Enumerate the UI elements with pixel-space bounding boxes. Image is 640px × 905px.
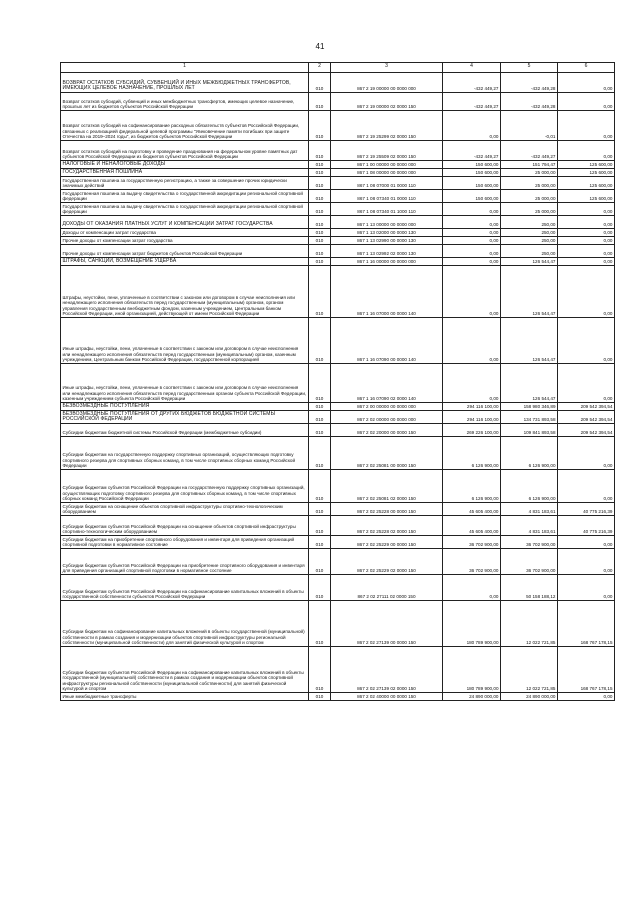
column-header-2: 2 <box>309 63 331 73</box>
row-code-cell: 010 <box>309 237 331 245</box>
row-code-cell: 010 <box>309 647 331 693</box>
row-kbk-cell: 867 2 02 25228 00 0000 150 <box>331 503 443 516</box>
row-name-cell: Субсидии бюджетам субъектов Российской Федерации на государственную поддержку спортивных организаций, осуществляющих подготовку спортивного резерва для спортивных сборных команд, в том числе спортивных сборных команд Российской Федерации <box>61 470 309 503</box>
row-name-cell: БЕЗВОЗМЕЗДНЫЕ ПОСТУПЛЕНИЯ <box>61 403 309 411</box>
row-kbk-cell: 867 2 02 20000 00 0000 150 <box>331 424 443 437</box>
row-unexecuted-cell: 125 600,00 <box>558 190 615 203</box>
table-row <box>61 258 615 266</box>
row-approved-cell: 0,00 <box>443 216 501 229</box>
row-unexecuted-cell: 0,00 <box>558 93 615 111</box>
row-approved-cell: 0,00 <box>443 111 501 141</box>
row-code-cell: 010 <box>309 364 331 403</box>
row-name-cell: ДОХОДЫ ОТ ОКАЗАНИЯ ПЛАТНЫХ УСЛУГ И КОМПЕНСАЦИИ ЗАТРАТ ГОСУДАРСТВА <box>61 216 309 229</box>
row-executed-cell: 4 831 183,61 <box>501 516 558 536</box>
row-approved-cell: -432 449,27 <box>443 73 501 93</box>
row-name-cell: Субсидии бюджетам на государственную поддержку спортивных организаций, осуществляющих подготовку спортивного резерва для спортивных сборных команд, в том числе спортивных сборных команд Российской Федерации <box>61 437 309 470</box>
row-unexecuted-cell: 0,00 <box>558 73 615 93</box>
row-kbk-cell: 867 2 02 27111 02 0000 150 <box>331 575 443 601</box>
row-code-cell: 010 <box>309 161 331 169</box>
row-executed-cell: 36 702 900,00 <box>501 549 558 575</box>
table-row <box>61 229 615 237</box>
row-approved-cell: 0,00 <box>443 237 501 245</box>
table-row <box>61 237 615 245</box>
row-unexecuted-cell: 40 775 216,39 <box>558 503 615 516</box>
row-executed-cell: 25 000,00 <box>501 203 558 216</box>
row-code-cell: 010 <box>309 73 331 93</box>
row-unexecuted-cell: 0,00 <box>558 575 615 601</box>
row-executed-cell: 134 731 893,58 <box>501 411 558 424</box>
row-kbk-cell: 867 2 00 00000 00 0000 000 <box>331 403 443 411</box>
row-code-cell: 010 <box>309 266 331 318</box>
row-code-cell: 010 <box>309 503 331 516</box>
row-kbk-cell: 867 1 16 07090 02 0000 140 <box>331 364 443 403</box>
row-code-cell: 010 <box>309 318 331 364</box>
row-name-cell: Государственная пошлина за выдачу свидетельства о государственной аккредитации региональной спортивной федерации <box>61 190 309 203</box>
row-name-cell: Субсидии бюджетам субъектов Российской Федерации на приобретение спортивного оборудования и инвентаря для приведения организаций спортивной подготовки в нормативное состояние <box>61 549 309 575</box>
row-executed-cell: 6 126 900,00 <box>501 470 558 503</box>
row-name-cell: Возврат остатков субсидий на софинансирование расходных обязательств субъектов Российской Федерации, связанных с реализацией федеральной целевой программы "Увековечение памяти погибших при защите Отечества на 2019–2024 годы", из бюджетов субъектов Российской Федерации <box>61 111 309 141</box>
row-kbk-cell: 867 2 02 25229 02 0000 150 <box>331 549 443 575</box>
row-unexecuted-cell: 0,00 <box>558 258 615 266</box>
table-row <box>61 111 615 141</box>
row-name-cell: Государственная пошлина за государственную регистрацию, а также за совершение прочих юридически значимых действий <box>61 177 309 190</box>
table-row <box>61 647 615 693</box>
row-unexecuted-cell: 0,00 <box>558 245 615 258</box>
row-name-cell: Иные межбюджетные трансферты <box>61 693 309 701</box>
row-unexecuted-cell: 168 767 178,15 <box>558 601 615 647</box>
row-name-cell: Субсидии бюджетам бюджетной системы Российской Федерации (межбюджетные субсидии) <box>61 424 309 437</box>
row-code-cell: 010 <box>309 575 331 601</box>
row-executed-cell: 250,00 <box>501 237 558 245</box>
table-row <box>61 364 615 403</box>
row-kbk-cell: 867 2 19 00000 00 0000 000 <box>331 73 443 93</box>
row-kbk-cell: 867 1 08 07000 01 0000 110 <box>331 177 443 190</box>
row-executed-cell: 25 000,00 <box>501 169 558 177</box>
row-executed-cell: 126 544,47 <box>501 266 558 318</box>
row-approved-cell: -432 449,27 <box>443 141 501 161</box>
table-row <box>61 411 615 424</box>
table-row <box>61 141 615 161</box>
row-executed-cell: 6 126 900,00 <box>501 437 558 470</box>
row-name-cell: ГОСУДАРСТВЕННАЯ ПОШЛИНА <box>61 169 309 177</box>
table-row <box>61 424 615 437</box>
row-approved-cell: 0,00 <box>443 245 501 258</box>
row-approved-cell: 150 600,00 <box>443 169 501 177</box>
row-name-cell: Государственная пошлина за выдачу свидетельства о государственной аккредитации региональной спортивной федерации <box>61 203 309 216</box>
row-executed-cell: 158 980 346,89 <box>501 403 558 411</box>
row-name-cell: ШТРАФЫ, САНКЦИИ, ВОЗМЕЩЕНИЕ УЩЕРБА <box>61 258 309 266</box>
row-kbk-cell: 867 2 02 25228 02 0000 150 <box>331 516 443 536</box>
row-name-cell: ВОЗВРАТ ОСТАТКОВ СУБСИДИЙ, СУБВЕНЦИЙ И ИНЫХ МЕЖБЮДЖЕТНЫХ ТРАНСФЕРТОВ, ИМЕЮЩИХ ЦЕЛЕВОЕ НАЗНАЧЕНИЕ, ПРОШЛЫХ ЛЕТ <box>61 73 309 93</box>
row-unexecuted-cell: 0,00 <box>558 693 615 701</box>
row-kbk-cell: 867 1 16 00000 00 0000 000 <box>331 258 443 266</box>
row-approved-cell: 36 702 900,00 <box>443 536 501 549</box>
row-approved-cell: 6 126 900,00 <box>443 437 501 470</box>
row-name-cell: Иные штрафы, неустойки, пени, уплаченные в соответствии с законом или договором в случае неисполнения или ненадлежащего исполнения обязательств перед государственным органом субъекта Российской Федерации, казенным учреждением субъекта Российской Федерации <box>61 364 309 403</box>
table-row <box>61 177 615 190</box>
row-executed-cell: 36 702 900,00 <box>501 536 558 549</box>
row-executed-cell: 109 841 893,58 <box>501 424 558 437</box>
row-approved-cell: 294 116 100,00 <box>443 403 501 411</box>
row-unexecuted-cell: 0,00 <box>558 437 615 470</box>
table-row <box>61 216 615 229</box>
table-row <box>61 203 615 216</box>
row-kbk-cell: 867 2 02 27139 00 0000 150 <box>331 601 443 647</box>
row-kbk-cell: 867 1 13 02990 00 0000 130 <box>331 237 443 245</box>
row-code-cell: 010 <box>309 411 331 424</box>
column-header-6: 6 <box>558 63 615 73</box>
row-approved-cell: 0,00 <box>443 364 501 403</box>
row-executed-cell: 151 794,47 <box>501 161 558 169</box>
table-row <box>61 503 615 516</box>
row-kbk-cell: 867 1 13 02992 02 0000 130 <box>331 245 443 258</box>
row-code-cell: 010 <box>309 258 331 266</box>
table-row <box>61 266 615 318</box>
row-executed-cell: -0,01 <box>501 111 558 141</box>
row-kbk-cell: 867 1 08 07340 01 0000 110 <box>331 190 443 203</box>
row-unexecuted-cell: 0,00 <box>558 203 615 216</box>
row-kbk-cell: 867 2 02 25081 02 0000 150 <box>331 470 443 503</box>
row-approved-cell: 0,00 <box>443 318 501 364</box>
row-name-cell: Субсидии бюджетам на софинансирование капитальных вложений в объекты государственной (муниципальной) собственности в рамках создания и модернизации объектов спортивной инфраструктуры региональной собственности (муниципальной собственности) для занятий физической культурой и спортом <box>61 601 309 647</box>
row-code-cell: 010 <box>309 111 331 141</box>
row-code-cell: 010 <box>309 693 331 701</box>
column-header-3: 3 <box>331 63 443 73</box>
row-unexecuted-cell: 0,00 <box>558 141 615 161</box>
row-executed-cell: -432 449,28 <box>501 73 558 93</box>
row-unexecuted-cell: 40 775 216,39 <box>558 516 615 536</box>
row-name-cell: Прочие доходы от компенсации затрат бюджетов субъектов Российской Федерации <box>61 245 309 258</box>
row-name-cell: Возврат остатков субсидий, субвенций и иных межбюджетных трансфертов, имеющих целевое назначение, прошлых лет из бюджетов субъектов Российской Федерации <box>61 93 309 111</box>
row-unexecuted-cell: 0,00 <box>558 216 615 229</box>
row-executed-cell: 126 544,47 <box>501 318 558 364</box>
row-approved-cell: 45 605 400,00 <box>443 503 501 516</box>
row-executed-cell: 4 831 183,61 <box>501 503 558 516</box>
row-unexecuted-cell: 0,00 <box>558 111 615 141</box>
row-unexecuted-cell: 0,00 <box>558 364 615 403</box>
row-executed-cell: -432 449,28 <box>501 93 558 111</box>
table-row <box>61 437 615 470</box>
row-approved-cell: 269 226 100,00 <box>443 424 501 437</box>
table-row <box>61 693 615 701</box>
row-approved-cell: 6 126 900,00 <box>443 470 501 503</box>
row-name-cell: Возврат остатков субсидий на подготовку и проведение празднования на федеральном уровне памятных дат субъектов Российской Федерации из бюджетов субъектов Российской Федерации <box>61 141 309 161</box>
table-row <box>61 536 615 549</box>
row-kbk-cell: 867 1 16 07090 00 0000 140 <box>331 318 443 364</box>
row-approved-cell: -432 449,27 <box>443 93 501 111</box>
row-code-cell: 010 <box>309 470 331 503</box>
row-approved-cell: 45 605 400,00 <box>443 516 501 536</box>
row-name-cell: НАЛОГОВЫЕ И НЕНАЛОГОВЫЕ ДОХОДЫ <box>61 161 309 169</box>
budget-execution-table <box>60 62 615 701</box>
table-row <box>61 318 615 364</box>
row-executed-cell: 12 022 721,85 <box>501 647 558 693</box>
row-unexecuted-cell: 125 600,00 <box>558 161 615 169</box>
row-kbk-cell: 867 2 02 25229 00 0000 150 <box>331 536 443 549</box>
row-executed-cell: -432 449,27 <box>501 141 558 161</box>
row-kbk-cell: 867 1 08 07340 01 1000 110 <box>331 203 443 216</box>
row-executed-cell: 250,00 <box>501 216 558 229</box>
table-body <box>61 73 615 701</box>
row-code-cell: 010 <box>309 169 331 177</box>
table-row <box>61 575 615 601</box>
row-name-cell: Прочие доходы от компенсации затрат государства <box>61 237 309 245</box>
row-kbk-cell: 867 2 02 27139 02 0000 150 <box>331 647 443 693</box>
row-unexecuted-cell: 0,00 <box>558 229 615 237</box>
table-row <box>61 169 615 177</box>
table-row <box>61 549 615 575</box>
row-code-cell: 010 <box>309 203 331 216</box>
row-kbk-cell: 867 1 16 07000 00 0000 140 <box>331 266 443 318</box>
row-code-cell: 010 <box>309 93 331 111</box>
row-code-cell: 010 <box>309 190 331 203</box>
row-executed-cell: 25 000,00 <box>501 177 558 190</box>
row-executed-cell: 126 544,47 <box>501 258 558 266</box>
row-name-cell: Субсидии бюджетам субъектов Российской Федерации на софинансирование капитальных вложений в объекты государственной (муниципальной) собственности в рамках создания и модернизации объектов спортивной инфраструктуры региональной собственности (муниципальной собственности) для занятий физической культурой и спортом <box>61 647 309 693</box>
row-unexecuted-cell: 0,00 <box>558 470 615 503</box>
row-kbk-cell: 867 1 08 00000 00 0000 000 <box>331 169 443 177</box>
row-approved-cell: 0,00 <box>443 258 501 266</box>
table-row <box>61 73 615 93</box>
row-unexecuted-cell: 209 542 394,54 <box>558 411 615 424</box>
row-unexecuted-cell: 0,00 <box>558 318 615 364</box>
row-name-cell: Штрафы, неустойки, пени, уплаченные в соответствии с законом или договором в случае неисполнения или ненадлежащего исполнения обязательств перед государственным (муниципальным) органом, органом управления государственным внебюджетным фондом, казенным учреждением, Центральным банком Российской Федерации, иной организацией, действующей от имени Российской Федерации <box>61 266 309 318</box>
column-header-4: 4 <box>443 63 501 73</box>
row-unexecuted-cell: 0,00 <box>558 536 615 549</box>
row-code-cell: 010 <box>309 516 331 536</box>
row-kbk-cell: 867 2 02 40000 00 0000 150 <box>331 693 443 701</box>
column-header-1: 1 <box>61 63 309 73</box>
row-approved-cell: 0,00 <box>443 266 501 318</box>
row-executed-cell: 50 158 188,12 <box>501 575 558 601</box>
row-kbk-cell: 867 2 19 00000 02 0000 150 <box>331 93 443 111</box>
row-kbk-cell: 867 2 19 25299 02 0000 150 <box>331 111 443 141</box>
row-approved-cell: 0,00 <box>443 575 501 601</box>
row-kbk-cell: 867 1 13 02000 00 0000 130 <box>331 229 443 237</box>
row-approved-cell: 150 600,00 <box>443 177 501 190</box>
row-code-cell: 010 <box>309 424 331 437</box>
row-name-cell: БЕЗВОЗМЕЗДНЫЕ ПОСТУПЛЕНИЯ ОТ ДРУГИХ БЮДЖЕТОВ БЮДЖЕТНОЙ СИСТЕМЫ РОССИЙСКОЙ ФЕДЕРАЦИИ <box>61 411 309 424</box>
row-approved-cell: 36 702 900,00 <box>443 549 501 575</box>
row-code-cell: 010 <box>309 437 331 470</box>
row-approved-cell: 0,00 <box>443 229 501 237</box>
row-kbk-cell: 867 2 02 00000 00 0000 000 <box>331 411 443 424</box>
row-code-cell: 010 <box>309 245 331 258</box>
row-unexecuted-cell: 168 767 178,15 <box>558 647 615 693</box>
row-unexecuted-cell: 209 542 394,54 <box>558 403 615 411</box>
row-kbk-cell: 867 2 02 25081 00 0000 150 <box>331 437 443 470</box>
row-unexecuted-cell: 209 542 394,54 <box>558 424 615 437</box>
table-row <box>61 403 615 411</box>
row-code-cell: 010 <box>309 536 331 549</box>
row-code-cell: 010 <box>309 141 331 161</box>
row-name-cell: Доходы от компенсации затрат государства <box>61 229 309 237</box>
table-row <box>61 190 615 203</box>
row-code-cell: 010 <box>309 601 331 647</box>
row-approved-cell: 0,00 <box>443 203 501 216</box>
row-name-cell: Субсидии бюджетам на приобретение спортивного оборудования и инвентаря для приведения организаций спортивной подготовки в нормативное состояние <box>61 536 309 549</box>
row-approved-cell: 150 600,00 <box>443 161 501 169</box>
row-code-cell: 010 <box>309 549 331 575</box>
row-name-cell: Субсидии бюджетам на оснащение объектов спортивной инфраструктуры спортивно-технологическим оборудованием <box>61 503 309 516</box>
page-number: 41 <box>315 42 325 51</box>
row-unexecuted-cell: 0,00 <box>558 266 615 318</box>
row-executed-cell: 250,00 <box>501 245 558 258</box>
row-unexecuted-cell: 0,00 <box>558 549 615 575</box>
row-executed-cell: 24 890 000,00 <box>501 693 558 701</box>
row-code-cell: 010 <box>309 403 331 411</box>
row-executed-cell: 250,00 <box>501 229 558 237</box>
row-kbk-cell: 867 1 13 00000 00 0000 000 <box>331 216 443 229</box>
row-code-cell: 010 <box>309 216 331 229</box>
row-kbk-cell: 867 1 00 00000 00 0000 000 <box>331 161 443 169</box>
row-unexecuted-cell: 0,00 <box>558 237 615 245</box>
row-name-cell: Иные штрафы, неустойки, пени, уплаченные в соответствии с законом или договором в случае неисполнения или ненадлежащего исполнения обязательств перед государственным (муниципальным) органом, казенным учреждением, Центральным банком Российской Федерации, государственной корпорацией <box>61 318 309 364</box>
column-header-5: 5 <box>501 63 558 73</box>
row-name-cell: Субсидии бюджетам субъектов Российской Федерации на софинансирование капитальных вложений в объекты государственной собственности субъектов Российской Федерации <box>61 575 309 601</box>
row-approved-cell: 150 600,00 <box>443 190 501 203</box>
table-row <box>61 601 615 647</box>
row-name-cell: Субсидии бюджетам субъектов Российской Федерации на оснащение объектов спортивной инфраструктуры спортивно-технологическим оборудованием <box>61 516 309 536</box>
header-row <box>61 63 615 73</box>
table-row <box>61 516 615 536</box>
table-row <box>61 93 615 111</box>
row-approved-cell: 294 116 100,00 <box>443 411 501 424</box>
table-row <box>61 161 615 169</box>
row-approved-cell: 180 789 900,00 <box>443 647 501 693</box>
row-code-cell: 010 <box>309 177 331 190</box>
row-executed-cell: 126 544,47 <box>501 364 558 403</box>
row-approved-cell: 24 890 000,00 <box>443 693 501 701</box>
row-executed-cell: 25 000,00 <box>501 190 558 203</box>
table-row <box>61 245 615 258</box>
row-approved-cell: 180 789 900,00 <box>443 601 501 647</box>
row-kbk-cell: 867 2 19 25509 02 0000 150 <box>331 141 443 161</box>
row-unexecuted-cell: 125 600,00 <box>558 177 615 190</box>
row-unexecuted-cell: 125 600,00 <box>558 169 615 177</box>
row-executed-cell: 12 022 721,85 <box>501 601 558 647</box>
row-code-cell: 010 <box>309 229 331 237</box>
table-row <box>61 470 615 503</box>
